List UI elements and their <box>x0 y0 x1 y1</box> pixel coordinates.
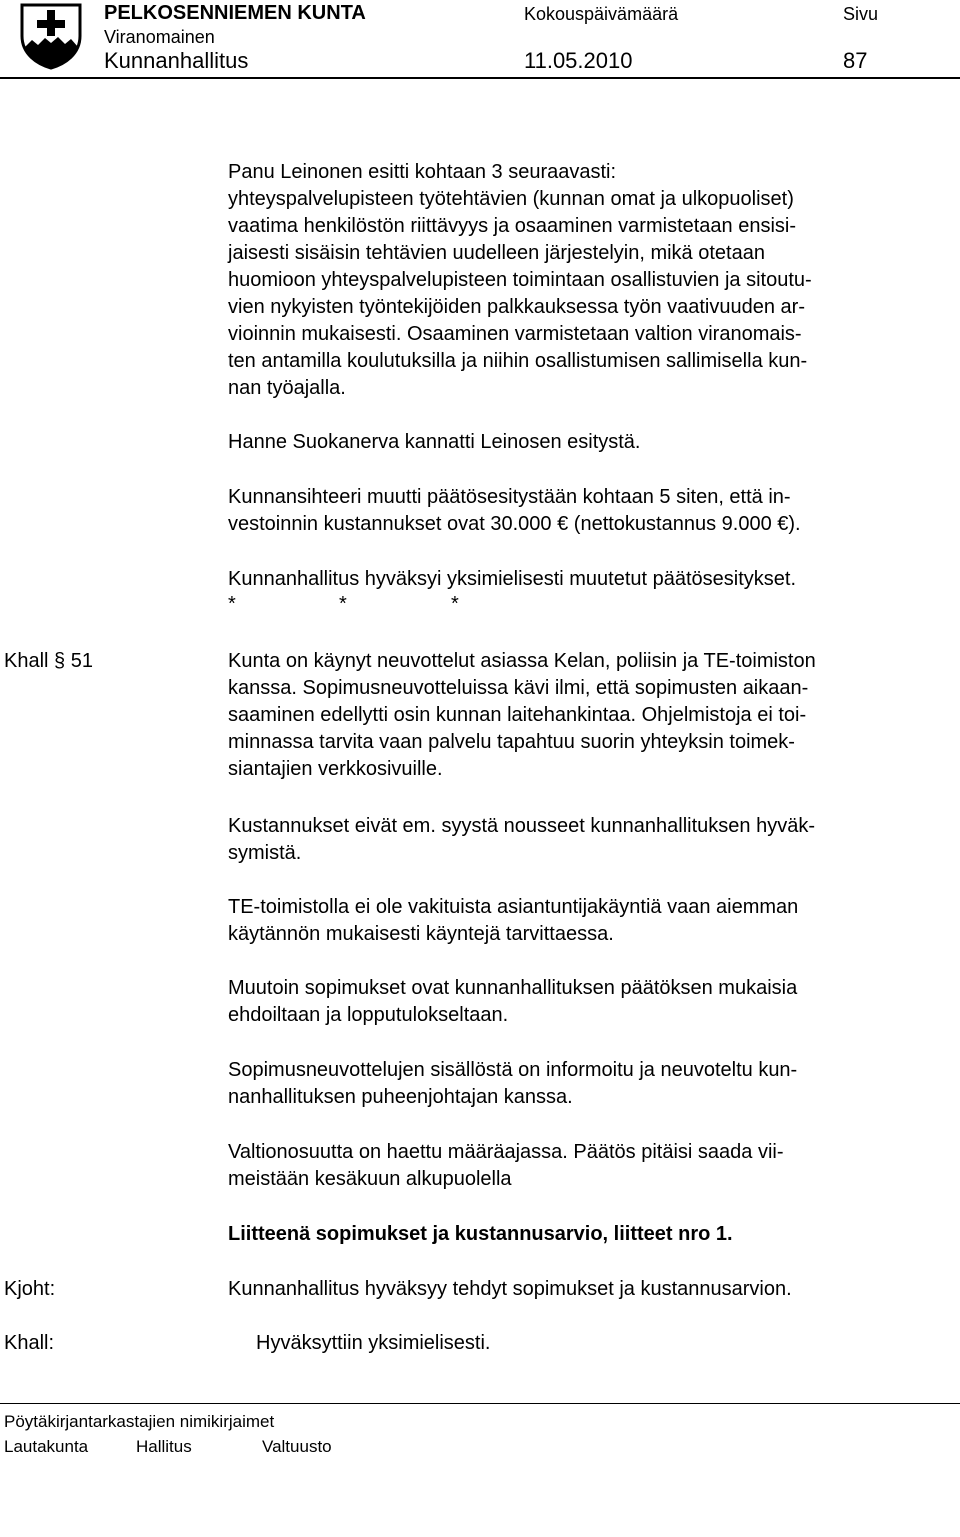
text-line: yhteyspalvelupisteen työtehtävien (kunnan omat ja ulkopuoliset) <box>228 188 794 210</box>
paragraph-amendment <box>228 484 934 538</box>
section-paragraph-state-subsidy <box>228 1139 934 1193</box>
text-line: vaatima henkilöstön riittävyys ja osaaminen varmistetaan ensisi- <box>228 215 797 237</box>
authority-value: Kunnanhallitus <box>104 48 249 73</box>
attachment-note: Liitteenä sopimukset ja kustannusarvio, liitteet nro 1. <box>228 1223 733 1245</box>
text-line: nanhallituksen puheenjohtajan kanssa. <box>228 1086 573 1108</box>
section-paragraph-te-office <box>228 894 934 948</box>
text-line: meistään kesäkuun alkupuolella <box>228 1168 512 1190</box>
text-line: TE-toimistolla ei ole vakituista asiantuntijakäyntiä vaan aiemman <box>228 896 799 918</box>
header-divider <box>0 77 960 79</box>
text-line: Kunnansihteeri muutti päätösesitystään kohtaan 5 siten, että in- <box>228 486 791 508</box>
text-line: Kunta on käynyt neuvottelut asiassa Kelan, poliisin ja TE-toimiston <box>228 650 816 672</box>
paragraph-decision: Kunnanhallitus hyväksyi yksimielisesti muutetut päätösesitykset. <box>228 568 797 590</box>
text-line: Muutoin sopimukset ovat kunnanhallituksen päätöksen mukaisia <box>228 977 798 999</box>
separator-star: * <box>451 593 459 615</box>
text-line: saaminen edellytti osin kunnan laitehankintaa. Ohjelmistoja ei toi- <box>228 704 807 726</box>
footer-title: Pöytäkirjantarkastajien nimikirjaimet <box>4 1412 275 1431</box>
section-paragraph-negotiations <box>228 648 934 783</box>
text-line: huomioon yhteyspalvelupisteen toimintaan osallistuvien ja sitoutu- <box>228 269 812 291</box>
kjoht-label: Kjoht: <box>4 1278 56 1300</box>
text-line: vestoinnin kustannukset ovat 30.000 € (nettokustannus 9.000 €). <box>228 513 801 535</box>
text-line: Panu Leinonen esitti kohtaan 3 seuraavasti: <box>228 161 617 183</box>
text-line: Kustannukset eivät em. syystä nousseet kunnanhallituksen hyväk- <box>228 815 815 837</box>
footer-col-hallitus: Hallitus <box>136 1437 192 1456</box>
section-label: Khall § 51 <box>4 650 93 672</box>
page-number: 87 <box>843 48 868 73</box>
section-paragraph-chair <box>228 1057 934 1111</box>
page-label: Sivu <box>843 4 879 24</box>
text-line: siantajien verkkosivuille. <box>228 758 443 780</box>
text-line: nan työajalla. <box>228 377 346 399</box>
text-line: käytännön mukaisesti käyntejä tarvittaessa. <box>228 923 614 945</box>
date-value: 11.05.2010 <box>524 48 633 73</box>
footer-divider <box>0 1403 960 1404</box>
separator-star: * <box>339 593 347 615</box>
text-line: Sopimusneuvottelujen sisällöstä on informoitu ja neuvoteltu kun- <box>228 1059 798 1081</box>
footer-col-valtuusto: Valtuusto <box>262 1437 332 1456</box>
section-paragraph-terms <box>228 975 934 1029</box>
date-label: Kokouspäivämäärä <box>524 4 679 24</box>
text-line: vioinnin mukaisesti. Osaaminen varmistetaan valtion viranomais- <box>228 323 802 345</box>
paragraph-leinonen-proposal <box>228 159 934 402</box>
footer-col-lautakunta: Lautakunta <box>4 1437 89 1456</box>
section-paragraph-costs <box>228 813 934 867</box>
authority-label: Viranomainen <box>104 27 215 47</box>
khall-decision: Hyväksyttiin yksimielisesti. <box>256 1332 491 1354</box>
text-line: kanssa. Sopimusneuvotteluissa kävi ilmi, että sopimusten aikaan- <box>228 677 809 699</box>
text-line: vien nykyisten työntekijöiden palkkauksessa työn vaativuuden ar- <box>228 296 805 318</box>
paragraph-support: Hanne Suokanerva kannatti Leinosen esitystä. <box>228 431 641 453</box>
text-line: Valtionosuutta on haettu määräajassa. Päätös pitäisi saada vii- <box>228 1141 784 1163</box>
khall-label: Khall: <box>4 1332 55 1354</box>
text-line: ten antamilla koulutuksilla ja niihin osallistumisen sallimisella kun- <box>228 350 808 372</box>
text-line: minnassa tarvita vaan palvelu tapahtuu suorin yhteyksin toimek- <box>228 731 795 753</box>
coat-of-arms-icon <box>18 2 84 70</box>
separator-star: * <box>228 593 236 615</box>
municipality-name: PELKOSENNIEMEN KUNTA <box>104 2 366 24</box>
kjoht-proposal: Kunnanhallitus hyväksyy tehdyt sopimukset ja kustannusarvion. <box>228 1278 792 1300</box>
text-line: ehdoiltaan ja lopputulokseltaan. <box>228 1004 509 1026</box>
text-line: jaisesti sisäisin tehtävien uudelleen järjestelyin, mikä otetaan <box>228 242 765 264</box>
text-line: symistä. <box>228 842 302 864</box>
